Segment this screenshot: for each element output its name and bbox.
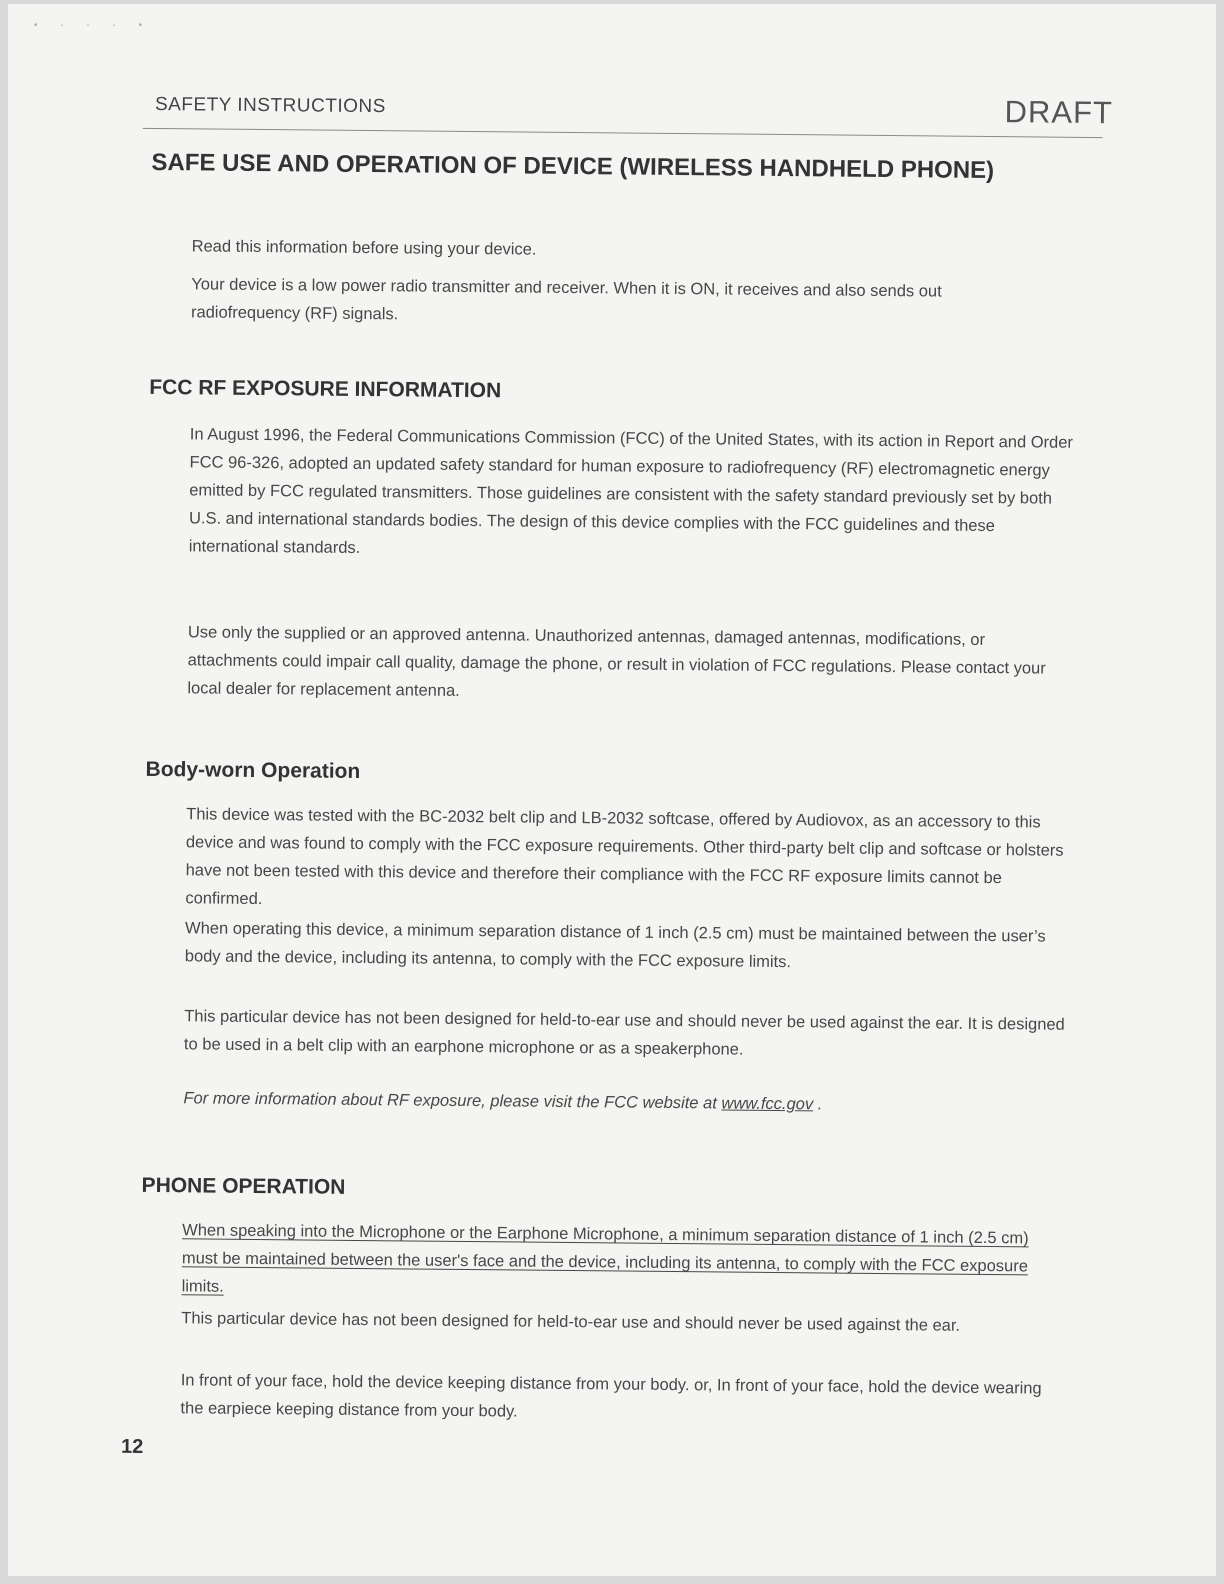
- phone-operation-paragraph-1: When speaking into the Microphone or the Earphone Microphone, a minimum separation distance of 1 inch (2.5 cm) must be maintained between the user's face and the device, including its antenna, to comply with the FCC exposure limits.: [181, 1221, 1029, 1296]
- page-content: [8, 4, 1216, 1576]
- fcc-paragraph-1: In August 1996, the Federal Communications Commission (FCC) of the United States, with its action in Report and Order FCC 96-326, adopted an updated safety standard for human exposure to radiofrequency (RF) electromagnetic energy emitted by FCC regulated transmitters. Those guidelines are consistent with the safety standard previously set by both U.S. and international standards bodies. The design of this device complies with the FCC guidelines and these international standards.: [188, 425, 1074, 557]
- more-info-paragraph: [183, 1084, 1068, 1120]
- page-number: 12: [121, 1435, 144, 1458]
- header-draft-label: DRAFT: [1004, 94, 1114, 131]
- intro-paragraph-2: Your device is a low power radio transmitter and receiver. When it is ON, it receives and also sends out radiofrequency (RF) signals.: [190, 275, 942, 324]
- phone-operation-paragraph-3: In front of your face, hold the device keeping distance from your body. or, In front of your face, hold the device wearing the earpiece keeping distance from your body.: [180, 1371, 1042, 1421]
- header-section-label: SAFETY INSTRUCTIONS: [154, 93, 386, 118]
- more-info-end: .: [817, 1095, 823, 1114]
- intro-paragraph-1: Read this information before using your device.: [191, 237, 537, 259]
- main-title: SAFE USE AND OPERATION OF DEVICE (WIRELESS HANDHELD PHONE): [151, 148, 995, 185]
- document-page: [8, 4, 1216, 1576]
- fcc-paragraph-2: Use only the supplied or an approved antenna. Unauthorized antennas, damaged antennas, modifications, or attachments could impair call quality, damage the phone, or result in violation of FCC regulations. Please contact your local dealer for replacement antenna.: [187, 623, 1046, 700]
- body-worn-paragraph-1: This device was tested with the BC-2032 belt clip and LB-2032 softcase, offered by Audiovox, as an accessory to this device and was found to comply with the FCC exposure requirements. Other third-party belt clip and softcase or holsters have not been tested with this device and therefore their compliance with the FCC RF exposure limits cannot be confirmed.: [185, 805, 1064, 909]
- page-header: [143, 84, 1114, 138]
- more-info-text: For more information about RF exposure, please visit the FCC website at: [183, 1089, 717, 1113]
- phone-operation-paragraph-2: This particular device has not been designed for held-to-ear use and should never be used against the ear.: [181, 1309, 961, 1335]
- scan-artifact-dots: • - - - •: [34, 20, 153, 31]
- phone-operation-title: PHONE OPERATION: [141, 1173, 346, 1199]
- body-worn-paragraph-3: This particular device has not been designed for held-to-ear use and should never be used against the ear. It is designed to be used in a belt clip with an earphone microphone or as a speakerphone.: [183, 1007, 1065, 1059]
- fcc-section-title: FCC RF EXPOSURE INFORMATION: [149, 375, 502, 403]
- body-worn-title: Body-worn Operation: [145, 757, 361, 783]
- body-worn-paragraph-2: When operating this device, a minimum separation distance of 1 inch (2.5 cm) must be maintained between the user’s body and the device, including its antenna, to comply with the FCC exposure limits.: [184, 919, 1046, 972]
- fcc-website-link[interactable]: www.fcc.gov: [721, 1094, 814, 1114]
